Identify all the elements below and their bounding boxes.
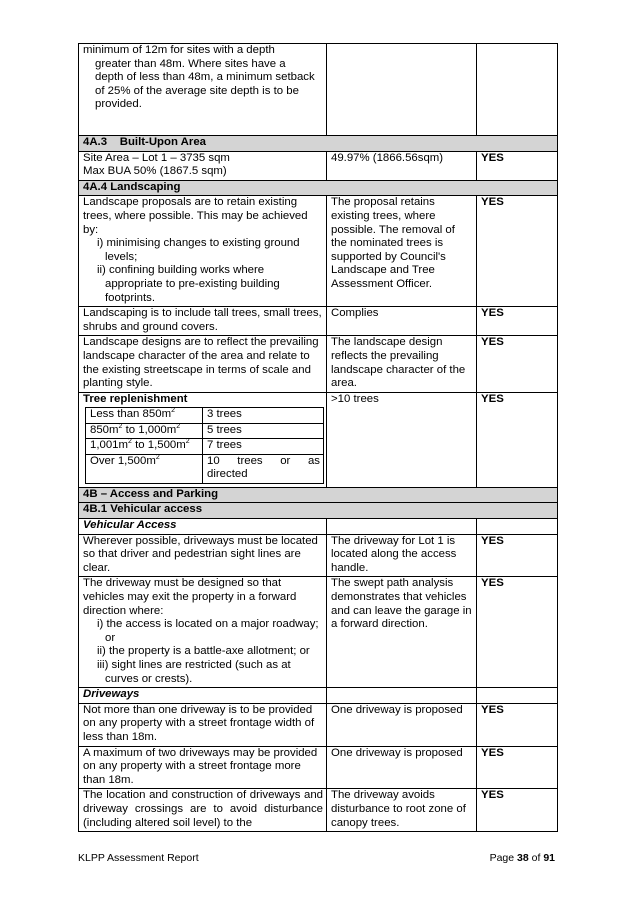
proposal-cell: The driveway for Lot 1 is located along the access handle.: [327, 534, 477, 577]
table-row: Over $1,500m^2$ 10 trees or as directed: [86, 454, 324, 483]
compliance-cell: YES: [477, 196, 558, 307]
compliance-cell: YES: [477, 336, 558, 393]
tree-replenishment-table: [85, 407, 324, 484]
table-row: [79, 703, 558, 746]
table-row: [79, 44, 558, 136]
control-cell: minimum of 12m for sites with a depth greater than 48m. Where sites have a depth of less than 48m, a minimum setback of 25% of the average site depth is to be provided.: [79, 44, 327, 136]
table-row: [79, 336, 558, 393]
table-row: [79, 789, 558, 832]
control-cell: Not more than one driveway is to be provided on any property with a street frontage width of less than 18m.: [79, 703, 327, 746]
compliance-cell: YES: [477, 577, 558, 688]
control-cell: Wherever possible, driveways must be located so that driver and pedestrian sight lines are clear.: [79, 534, 327, 577]
table-row: [79, 534, 558, 577]
table-row: Less than $850m^2$ 3 trees: [86, 407, 324, 423]
proposal-cell: >10 trees: [327, 393, 477, 488]
control-cell: Landscaping is to include tall trees, small trees, shrubs and ground covers.: [79, 307, 327, 336]
control-cell: A maximum of two driveways may be provided on any property with a street frontage more than 18m.: [79, 746, 327, 789]
compliance-table: [78, 43, 558, 832]
table-row: $1,001m^2$ to $1,500m^2$ 7 trees: [86, 439, 324, 455]
table-row: [79, 577, 558, 688]
proposal-cell: The swept path analysis demonstrates that vehicles and can leave the garage in a forward direction.: [327, 577, 477, 688]
section-heading-4b1: 4B.1 Vehicular access: [79, 503, 558, 519]
tree-replenishment-heading: Tree replenishment: [83, 393, 188, 406]
footer-page-number: Page 38 of 91: [489, 852, 555, 864]
table-row: [79, 746, 558, 789]
proposal-cell: The proposal retains existing trees, where possible. The removal of the nominated trees is supported by Council's Landscape and Tree Assessment Officer.: [327, 196, 477, 307]
proposal-cell: One driveway is proposed: [327, 746, 477, 789]
proposal-cell: The landscape design reflects the prevailing landscape character of the area.: [327, 336, 477, 393]
table-row: [79, 307, 558, 336]
footer-report-title: KLPP Assessment Report: [78, 852, 199, 864]
control-cell: The location and construction of driveways and driveway crossings are to avoid disturbance (including altered soil level) to the: [79, 789, 327, 832]
proposal-cell: The driveway avoids disturbance to root zone of canopy trees.: [327, 789, 477, 832]
control-cell: Site Area – Lot 1 – 3735 sqm Max BUA 50% (1867.5 sqm): [79, 151, 327, 180]
subheading-vehicular-access: Vehicular Access: [79, 519, 327, 535]
compliance-cell: YES: [477, 703, 558, 746]
compliance-cell: [477, 44, 558, 136]
section-heading-4a3: 4A.3 Built-Upon Area: [79, 136, 558, 152]
control-cell: The driveway must be designed so that vehicles may exit the property in a forward direction where: i) the access is located on a major roadway; or ii) the property is a battle-axe allotment; or iii) sight lines are restricted (such as at curves or crests).: [79, 577, 327, 688]
proposal-cell: [327, 44, 477, 136]
compliance-cell: YES: [477, 789, 558, 832]
subheading-row: [79, 688, 558, 704]
control-cell: Landscape proposals are to retain existing trees, where possible. This may be achieved by: i) minimising changes to existing ground levels; ii) confining building works where appropriate to pre-existing building footprints.: [79, 196, 327, 307]
control-cell: Landscape designs are to reflect the prevailing landscape character of the area and relate to the existing streetscape in terms of scale and planting style.: [79, 336, 327, 393]
compliance-cell: YES: [477, 307, 558, 336]
table-row: [79, 196, 558, 307]
proposal-cell: Complies: [327, 307, 477, 336]
section-heading-4a4: 4A.4 Landscaping: [79, 180, 558, 196]
proposal-cell: One driveway is proposed: [327, 703, 477, 746]
section-heading-4b: 4B – Access and Parking: [79, 487, 558, 503]
table-row: [79, 151, 558, 180]
compliance-cell: YES: [477, 746, 558, 789]
control-cell: [79, 393, 327, 488]
subheading-driveways: Driveways: [79, 688, 327, 704]
compliance-cell: YES: [477, 534, 558, 577]
compliance-cell: YES: [477, 393, 558, 488]
table-row: [79, 393, 558, 488]
compliance-cell: YES: [477, 151, 558, 180]
proposal-cell: 49.97% (1866.56sqm): [327, 151, 477, 180]
table-row: $850m^2$ to $1,000m^2$ 5 trees: [86, 423, 324, 439]
subheading-row: [79, 519, 558, 535]
